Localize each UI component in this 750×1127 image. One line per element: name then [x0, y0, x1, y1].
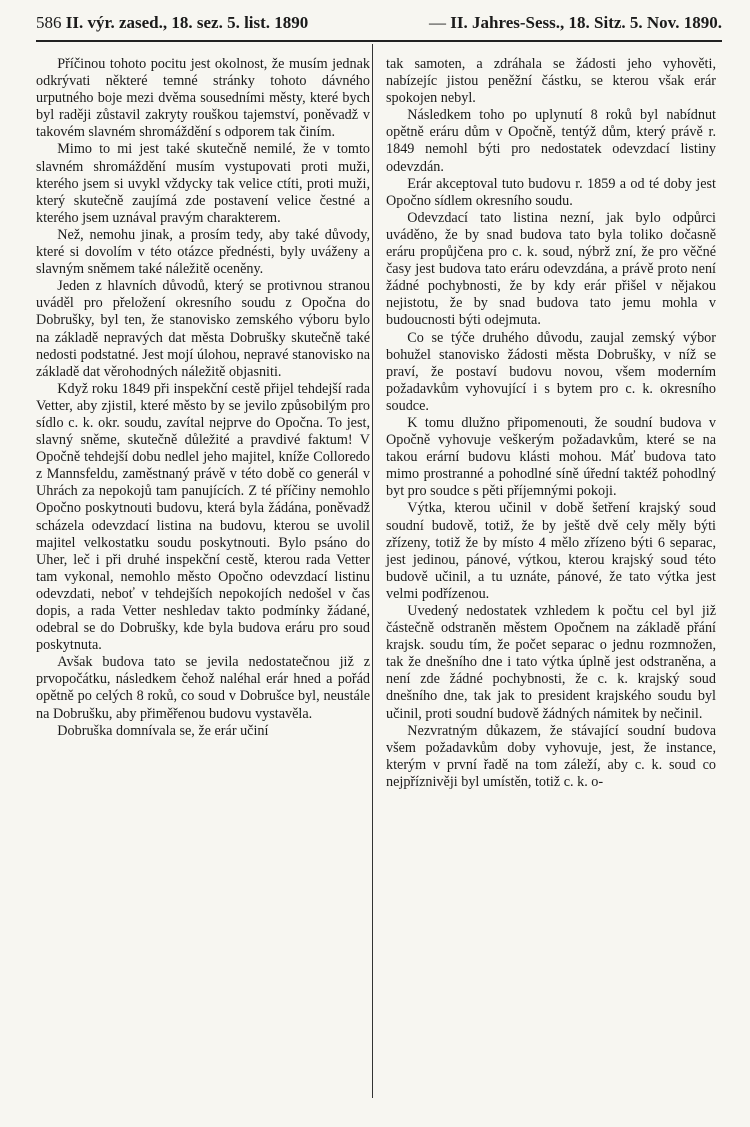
header-rule [36, 40, 722, 42]
paragraph: Erár akceptoval tuto budovu r. 1859 a od té doby jest Opočno sídlem okresního soudu. [386, 175, 716, 209]
running-header [36, 8, 722, 38]
paragraph: K tomu dlužno připomenouti, že soudní budova v Opočně vyhovuje veškerým požadavkům, které se na takou erární budovu klásti mohou. Máť budova tato mimo prostranné a pohodlné síně úřední taktéž pohodlný byt pro soudce s pěti příjemnými pokoji. [386, 414, 716, 500]
paragraph: Nezvratným důkazem, že stávající soudní budova všem požadavkům doby vyhovuje, jest, že instance, kterým v první řadě na tom záleží, aby c. k. soud co nejpříznivěji byl umístěn, totiž c. k. o- [386, 722, 716, 790]
header-left-title: II. výr. zased., 18. sez. 5. list. 1890 [65, 13, 309, 32]
paragraph: Příčinou tohoto pocitu jest okolnost, že musím jednak odkrývati některé temné stránky tohoto dávného urputného boje mezi dvěma sousedními městy, které bych byl raději zůstavil zakryty rouškou tajemství, poněvadž v takovém slavném shromáždění s odporem tak činím. [36, 56, 370, 141]
paragraph: Avšak budova tato se jevila nedostatečnou již z prvopočátku, následkem čehož naléhal erár hned a pořád opětně po celých 8 roků, co soud v Dobrušce byl, neustále na Dobrušku, aby přiměřenou budovu vystavěla. [36, 654, 370, 722]
header-right-title: II. Jahres-Sess., 18. Sitz. 5. Nov. 1890. [450, 13, 722, 32]
column-divider [372, 44, 373, 1098]
paragraph: Co se týče druhého důvodu, zaujal zemský výbor bohužel stanovisko žádosti města Dobrušky, v níž se praví, že postaví budovu novou, všem moderním požadavkům vyhovující i s bytem pro c. k. okresního soudce. [386, 329, 716, 414]
paragraph: Uvedený nedostatek vzhledem k počtu cel byl již částečně odstraněn městem Opočnem na základě přání krajsk. soudu tím, že počet separac o jednu rozmnožen, tak že dnešního dne i tato výtka úplně jest odstraněna, a není zde žádné pochybnosti, že c. k. krajský soud dnešního dne, tak jak to president krajského soudu byl učinil, proti soudní budově žádných námitek by nečinil. [386, 603, 716, 722]
paragraph: Odevzdací tato listina nezní, jak bylo odpůrci uváděno, že by snad budova tato byla toliko dočasně eráru propůjčena pro c. k. soud, nýbrž zní, že pro věčné časy jest budova tato eráru odevzdána, a právě proto není žádné pochybnosti, že by kdy erár přišel v nějakou nejistotu, že by snad budova tato jemu mohla v budoucnosti býti odejmuta. [386, 209, 716, 329]
paragraph: Výtka, kterou učinil v době šetření krajský soud soudní budově, totiž, že by ještě dvě cely měly býti zřízeny, totiž že by místo 4 mělo zřízeno býti 6 separac, jest jedinou, pánové, výtkou, kterou krajský soud této budově učinil, a tu uznáte, pánové, že tato výtka jest velmi podřízenou. [386, 500, 716, 602]
paragraph: Když roku 1849 při inspekční cestě přijel tehdejší rada Vetter, aby zjistil, které město by se jevilo způsobilým pro sídlo c. k. okr. soudu, zavítal nejprve do Opočna. To jest, slavný sněme, skutečně důležité a pravdivé faktum! V Opočně tehdejší dobu nedlel jeho majitel, kníže Colloredo z Mannsfeldu, zaměstnaný právě v této době co generál v Uhrách za nepokojů tam panujících. Z té příčiny nemohlo Opočno poskytnouti budovu, která byla žádána, poněvadž scházela odevzdací listina na budovu, kterou se uvolil majitel velkostatku soudu poskytnouti. Bylo psáno do Uher, leč i při druhé inspekční cestě, kterou rada Vetter tam vykonal, nemohlo město Opočno odevzdací listinu odevzdati, neboť v tehdejších nepokojích nedošel v čas dopis, a rada Vetter neshledav takto podmínky žádané, odebral se do Dobrušky, kde byla budova eráru pro soud poskytnuta. [36, 380, 370, 654]
header-left [36, 8, 308, 38]
left-column [36, 56, 370, 740]
paragraph: Než, nemohu jinak, a prosím tedy, aby také důvody, které si dovolím v této otázce přednésti, byly uváženy a slavným sněmem také náležitě oceněny. [36, 226, 370, 278]
paragraph: Dobruška domnívala se, že erár učiní [57, 722, 269, 739]
right-column [386, 56, 716, 791]
paragraph-continued: tak samoten, a zdráhala se žádosti jeho vyhověti, nabízejíc jistou peněžní částku, se kterou však erár spokojen nebyl. [386, 56, 716, 107]
header-separator: — [429, 13, 451, 32]
page-number: 586 [36, 13, 66, 32]
paragraph: Jeden z hlavních důvodů, který se protivnou stranou uváděl pro přeložení okresního soudu z Opočna do Dobrušky, byl ten, že stanovisko zemského výboru bylo na základě nepravých dat města Dobrušky skutečně také nedosti podstatné. Jest mojí úlohou, nepravé stanovisko na základě dat věrohodných náležitě objasniti. [36, 278, 370, 380]
header-right [429, 8, 722, 38]
paragraph: Mimo to mi jest také skutečně nemilé, že v tomto slavném shromáždění musím vystupovati proti muži, kterého jsem si uvykl vždycky tak velice ctíti, proti muži, který skutečně zaujímá zde postavení velice čestné a kterého jsem uznával pravým charakterem. [36, 141, 370, 226]
paragraph: Následkem toho po uplynutí 8 roků byl nabídnut opětně eráru dům v Opočně, tentýž dům, který právě r. 1849 nemohl býti pro nedostatek odevzdací listiny odevzdán. [386, 107, 716, 175]
